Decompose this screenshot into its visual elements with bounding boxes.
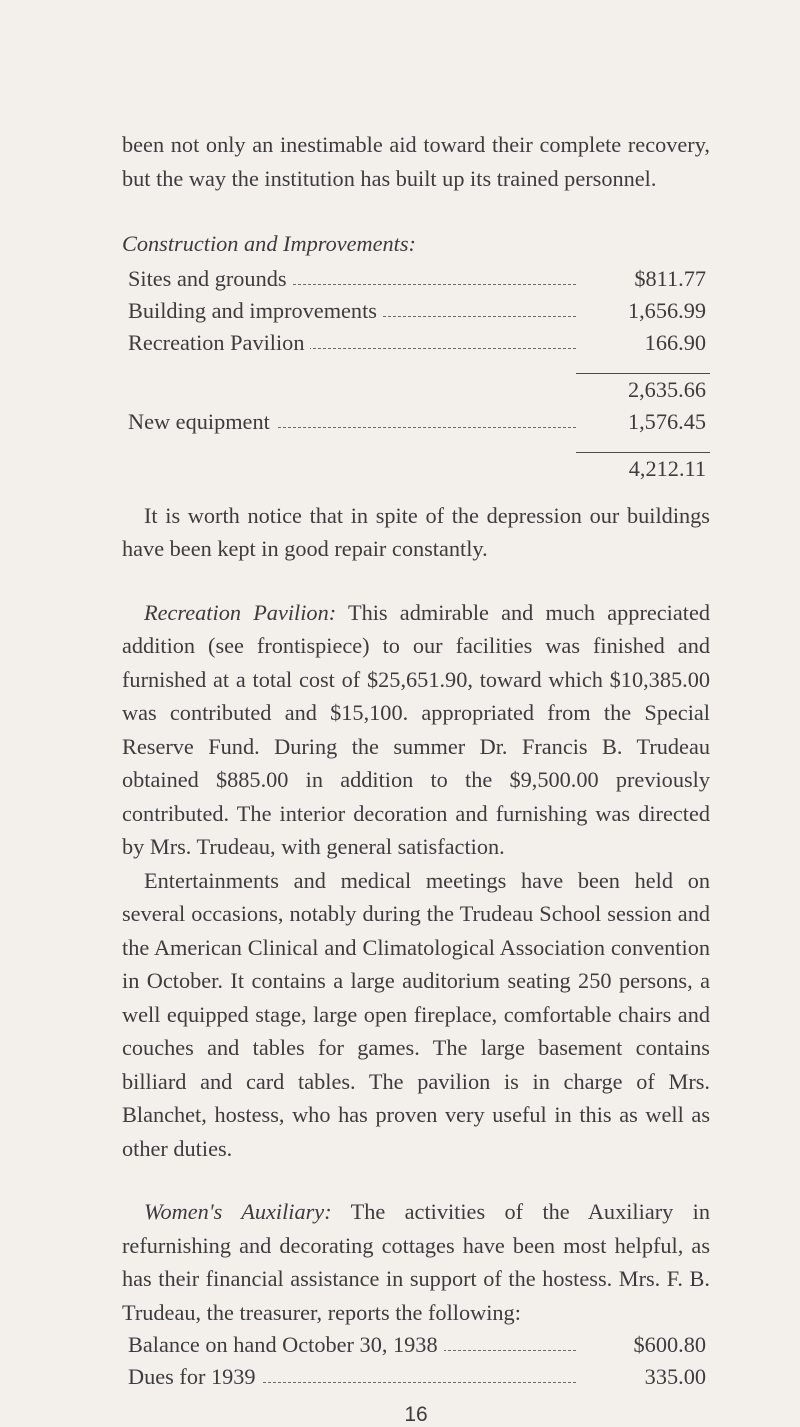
auxiliary-paragraph — [122, 1195, 710, 1329]
row-label-cell — [128, 263, 576, 295]
auxiliary-heading: Women's Auxiliary: — [144, 1199, 332, 1224]
subtotal-amount: 2,635.66 — [576, 373, 710, 406]
row-amount: 166.90 — [644, 329, 706, 355]
table-row — [128, 1361, 710, 1393]
spacer — [122, 1165, 710, 1195]
row-label-cell — [128, 1361, 576, 1393]
row-amount: 1,656.99 — [627, 297, 706, 323]
spacer — [122, 485, 710, 499]
total-row — [128, 452, 710, 485]
row-label-cell — [128, 295, 576, 327]
row-amount: 1,576.45 — [627, 408, 706, 434]
spacer — [122, 195, 710, 223]
document-page — [122, 128, 710, 1427]
repair-paragraph: It is worth notice that in spite of the depression our buildings have been kept in good repair constantly. — [122, 502, 710, 561]
auxiliary-text: The activities of the Auxiliary in refurnishing and decorating cottages have been most helpful, as has their financial assistance in support of the hostess. Mrs. F. B. Trudeau, the treasurer, reports the following: — [122, 1199, 710, 1325]
recreation-paragraph-2: Entertainments and medical meetings have been held on several occasions, notably during the Trudeau School session and the American Clinical and Climatological Association convention in October. It contains a large auditorium seating 250 persons, a well equipped stage, large open fireplace, comfortable chairs and couches and tables for games. The large basement contains billiard and card tables. The pavilion is in charge of Mrs. Blanchet, hostess, who has proven very useful in this as well as other duties. — [122, 867, 710, 1161]
row-label: Building and improvements — [128, 298, 383, 323]
intro-paragraph — [122, 128, 710, 195]
row-label: Balance on hand October 30, 1938 — [128, 1332, 444, 1357]
row-label-cell — [128, 327, 576, 359]
spacer-row — [128, 438, 710, 453]
construction-table — [128, 263, 710, 485]
construction-heading: Construction and Improvements: — [122, 231, 416, 256]
recreation-text: This admirable and much appreciated addition (see frontispiece) to our facilities was finished and furnished at a total cost of $25,651.90, toward which $10,385.00 was contributed and $15,100. appropriated from the Special Reserve Fund. During the summer Dr. Francis B. Trudeau obtained $885.00 in addition to the $9,500.00 previously contributed. The interior decoration and furnishing was directed by Mrs. Trudeau, with general satisfaction. — [122, 599, 711, 859]
table-row — [128, 1329, 710, 1361]
table-row — [128, 295, 710, 327]
recreation-paragraph — [122, 596, 710, 864]
row-amount: 335.00 — [644, 1364, 706, 1389]
subtotal-row — [128, 373, 710, 406]
intro-paragraph-text: been not only an inestimable aid toward their complete recovery, but the way the institution has built up its trained personnel. — [122, 132, 710, 191]
row-label: Recreation Pavilion — [128, 330, 310, 355]
page-number: 16 — [404, 1403, 428, 1426]
table-row — [128, 263, 710, 295]
auxiliary-table — [128, 1329, 710, 1393]
row-label-cell — [128, 1329, 576, 1361]
table-row — [128, 327, 710, 359]
total-amount: 4,212.11 — [576, 452, 710, 485]
row-label: New equipment — [128, 409, 276, 434]
table-row — [128, 406, 710, 438]
recreation-heading: Recreation Pavilion: — [144, 599, 337, 625]
subtotal-label-cell — [128, 373, 576, 406]
row-label-cell — [128, 406, 576, 438]
total-label-cell — [128, 452, 576, 485]
spacer — [122, 566, 710, 596]
spacer-row — [128, 359, 710, 374]
row-label: Dues for 1939 — [128, 1364, 262, 1389]
row-label: Sites and grounds — [128, 266, 293, 291]
row-amount: $811.77 — [634, 265, 706, 291]
row-amount: $600.80 — [633, 1332, 706, 1357]
